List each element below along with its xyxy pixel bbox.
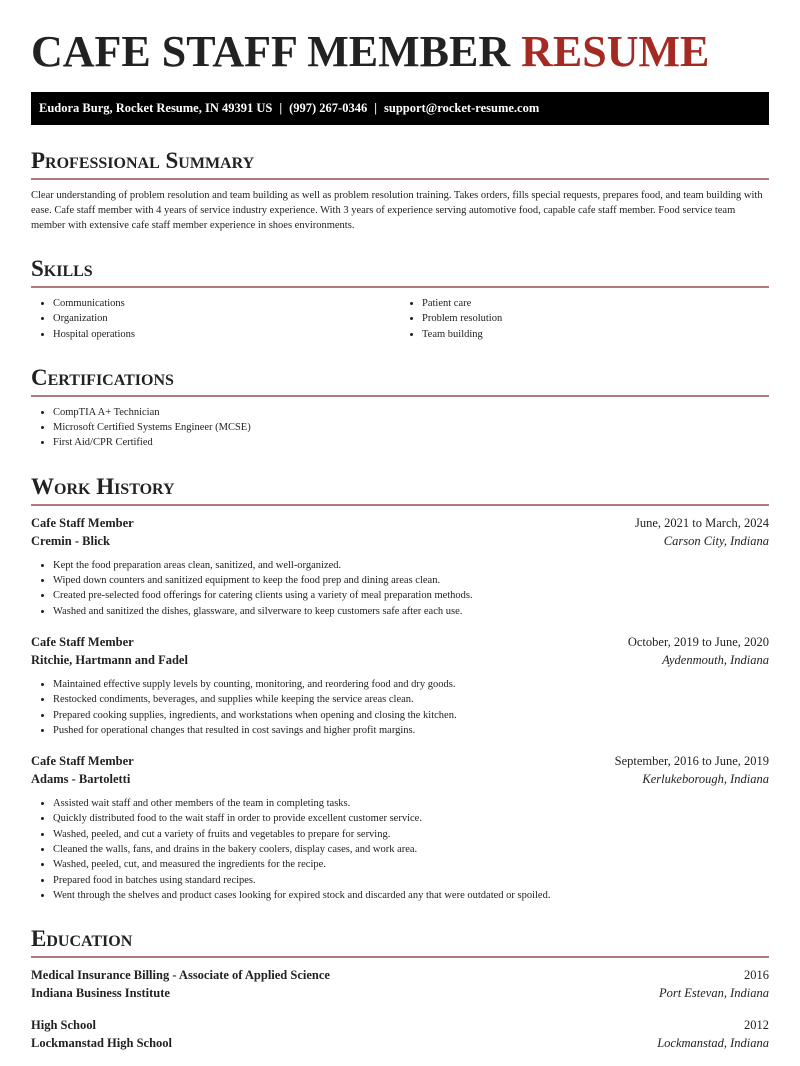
- job-title: Cafe Staff Member: [31, 515, 134, 530]
- job-dates: October, 2019 to June, 2020: [627, 634, 769, 649]
- section-heading-work-history: Work History: [31, 475, 769, 506]
- list-item: • Problem resolution: [422, 311, 769, 326]
- job-dates: June, 2021 to March, 2024: [634, 515, 769, 530]
- job-location: Kerlukeborough, Indiana: [642, 772, 769, 787]
- list-item: • Communications: [53, 296, 400, 311]
- graduation-year: 2012: [744, 1018, 769, 1033]
- list-item: • Microsoft Certified Systems Engineer (MCSE): [53, 420, 769, 435]
- list-item: • First Aid/CPR Certified: [53, 435, 769, 450]
- education-entry: [31, 966, 769, 1002]
- job-entry: [31, 514, 769, 619]
- section-heading-education: Education: [31, 927, 769, 958]
- separator: |: [374, 101, 377, 115]
- resume-title: [31, 27, 769, 76]
- list-item: • Prepared food in batches using standard recipes.: [53, 873, 769, 888]
- list-item: • Cleaned the walls, fans, and drains in the bakery coolers, display cases, and work area.: [53, 842, 769, 857]
- job-title: Cafe Staff Member: [31, 634, 134, 649]
- list-item: • CompTIA A+ Technician: [53, 405, 769, 420]
- school: Indiana Business Institute: [31, 986, 170, 1001]
- resume-page: [31, 0, 769, 1052]
- school-location: Port Estevan, Indiana: [658, 986, 769, 1001]
- education-entry: [31, 1016, 769, 1052]
- list-item: • Washed and sanitized the dishes, glassware, and silverware to keep customers safe after each use.: [53, 604, 769, 619]
- contact-bar: [31, 92, 769, 125]
- list-item: • Wiped down counters and sanitized equipment to keep the food prep and dining areas clean.: [53, 573, 769, 588]
- list-item: • Kept the food preparation areas clean, sanitized, and well-organized.: [53, 558, 769, 573]
- degree: High School: [31, 1018, 96, 1033]
- skills-column-right: [400, 296, 769, 342]
- job-company: Cremin - Blick: [31, 533, 110, 548]
- summary-text: Clear understanding of problem resolution and team building as well as problem resolution training. Takes orders, fills special requests, prepares food, and team building with ease. Cafe staff member with 4 years of service industry experience. With 3 years of experience serving automotive food, capable cafe staff member. Food service team member with extensive cafe staff member experience in shoes environments.: [31, 190, 763, 231]
- job-title: Cafe Staff Member: [31, 754, 134, 769]
- job-company: Ritchie, Hartmann and Fadel: [31, 652, 188, 667]
- list-item: • Assisted wait staff and other members of the team in completing tasks.: [53, 796, 769, 811]
- list-item: • Maintained effective supply levels by counting, monitoring, and reordering food and dry goods.: [53, 677, 769, 692]
- section-heading-skills: Skills: [31, 257, 769, 288]
- separator: |: [279, 101, 283, 115]
- job-company: Adams - Bartoletti: [31, 772, 131, 787]
- list-item: • Pushed for operational changes that resulted in cost savings and higher profit margins.: [53, 723, 769, 738]
- list-item: • Restocked condiments, beverages, and supplies while keeping the service areas clean.: [53, 692, 769, 707]
- job-location: Carson City, Indiana: [663, 533, 769, 548]
- contact-phone: (997) 267-0346: [289, 101, 368, 115]
- title-main: CAFE STAFF MEMBER: [31, 27, 511, 76]
- job-bullets: [31, 796, 769, 903]
- list-item: • Created pre-selected food offerings for catering clients using a variety of meal preparation methods.: [53, 588, 769, 603]
- list-item: • Team building: [422, 327, 769, 342]
- list-item: • Hospital operations: [53, 327, 400, 342]
- degree: Medical Insurance Billing - Associate of Applied Science: [31, 968, 330, 983]
- list-item: • Washed, peeled, cut, and measured the ingredients for the recipe.: [53, 857, 769, 872]
- certifications-list: [31, 405, 769, 451]
- list-item: • Patient care: [422, 296, 769, 311]
- list-item: • Went through the shelves and product cases looking for expired stock and discarded any that were outdated or spoiled.: [53, 888, 769, 903]
- skills-list: [31, 288, 769, 342]
- job-entry: [31, 752, 769, 903]
- work-history: [31, 514, 769, 903]
- list-item: • Washed, peeled, and cut a variety of fruits and vegetables to prepare for serving.: [53, 827, 769, 842]
- section-heading-certifications: Certifications: [31, 366, 769, 397]
- job-location: Aydenmouth, Indiana: [662, 652, 769, 667]
- title-accent: RESUME: [521, 27, 710, 76]
- job-bullets: [31, 558, 769, 619]
- job-dates: September, 2016 to June, 2019: [614, 754, 769, 769]
- job-bullets: [31, 677, 769, 738]
- contact-email: support@rocket-resume.com: [384, 101, 540, 115]
- graduation-year: 2016: [744, 968, 769, 983]
- skills-column-left: [31, 296, 400, 342]
- school: Lockmanstad High School: [31, 1036, 173, 1051]
- contact-address: Eudora Burg, Rocket Resume, IN 49391 US: [39, 101, 273, 115]
- education-list: [31, 966, 769, 1052]
- list-item: • Organization: [53, 311, 400, 326]
- list-item: • Quickly distributed food to the wait staff in order to provide excellent customer service.: [53, 811, 769, 826]
- school-location: Lockmanstad, Indiana: [657, 1036, 769, 1051]
- section-heading-summary: Professional Summary: [31, 149, 769, 180]
- job-entry: [31, 633, 769, 738]
- list-item: • Prepared cooking supplies, ingredients, and workstations when opening and closing the kitchen.: [53, 708, 769, 723]
